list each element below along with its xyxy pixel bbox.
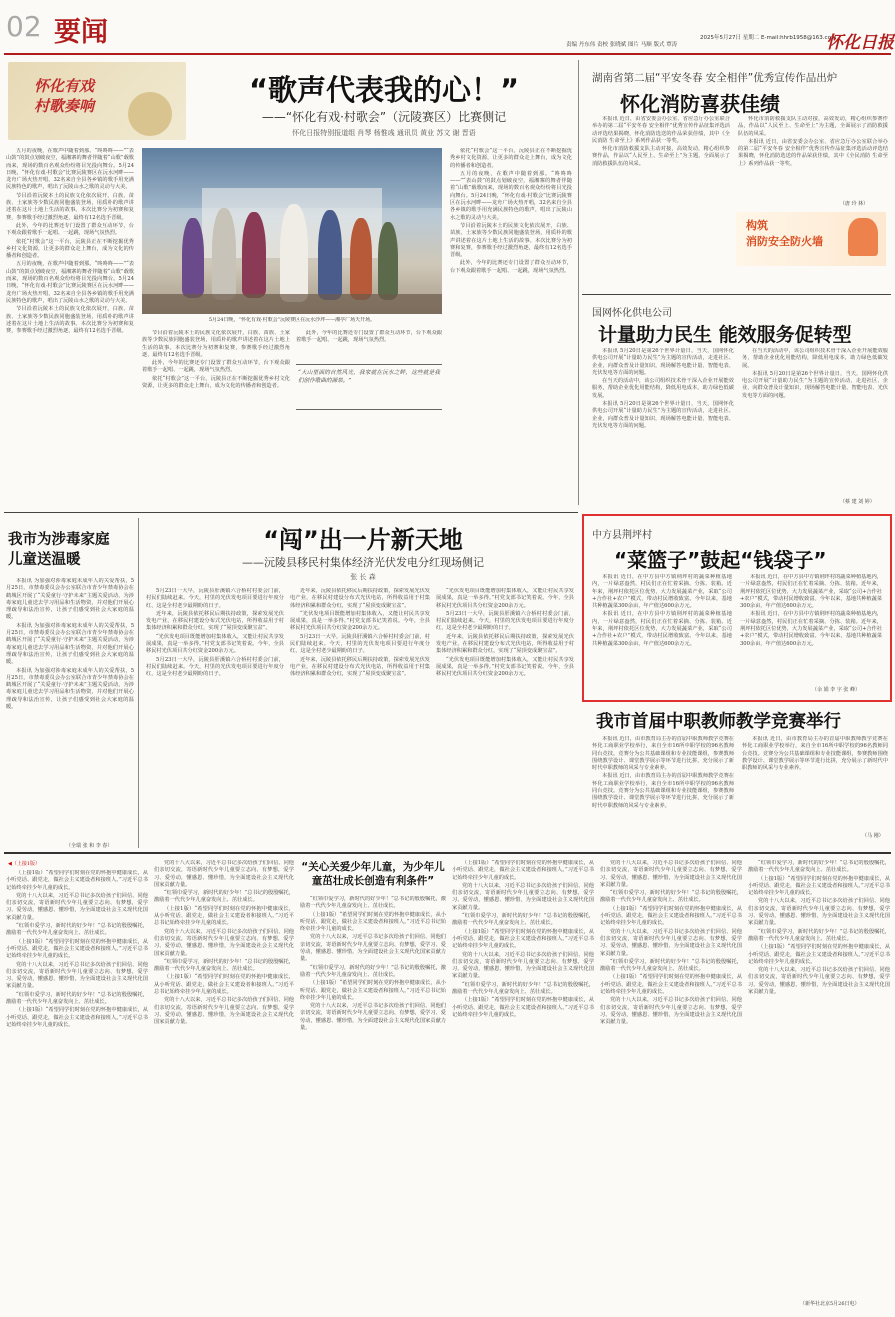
lead-byline: 怀化日报特别报道组 肖琴 杨惟彧 通讯员 黄业 苏文 谢 晋语: [292, 129, 476, 137]
lead-badge-text: 怀化有戏 村歌奏响: [34, 77, 95, 115]
fire-logo-text: 构筑 消防安全防火墙: [746, 219, 823, 248]
lead-col-3: 此外，今年的比赛还专门设置了群众互动环节，台下观众跟着歌手一起唱、一起跳，现场气氛热烈。: [296, 330, 442, 344]
child-body: 本报讯 为加强对涉毒家庭未成年人的关爱帮扶，5月25日，市禁毒委员会办公室联合市青少年禁毒协会在鹤城区开展了“关爱童行·守护未来”主题关爱活动，为涉毒家庭儿童送去学习用品和生活物资，并对他们开展心理疏导和法治宣传，让孩子们感受到社会大家庭的温暖。 本报讯 为加强对涉毒家庭未成年人的关爱帮扶，5月25日，市禁毒委员会办公室联合市青少年禁毒协会在鹤城区开展了“关爱童行·守护未来”主题关爱活动，为涉毒家庭儿童送去学习用品和生活物资，并对他们开展心理疏导和法治宣传，让孩子们感受到社会大家庭的温暖。 本报讯 为加强对涉毒家庭未成年人的关爱帮扶，5月25日，市禁毒委员会办公室联合市青少年禁毒协会在鹤城区开展了“关爱童行·守护未来”主题关爱活动，为涉毒家庭儿童送去学习用品和生活物资，并对他们开展心理疏导和法治宣传，让孩子们感受到社会大家庭的温暖。: [6, 578, 134, 711]
lead-subtitle: ——“怀化有戏·村歌会”（沅陵赛区）比赛侧记: [261, 110, 507, 124]
solar-subtitle: ——沅陵县移民村集体经济光伏发电分红现场侧记: [242, 556, 484, 569]
fire-col-1: 本报讯 近日，由省安委会办公室、省应急厅办公室联合举办的第二届“平安冬春 安全相伴”优秀宣传作品征集评选活动评选结果揭晓，怀化消防选送的作品荣获佳绩，其中《全民消防 生命至上》系列作品获一等奖。 怀化市消防救援支队主动对接，高效发动，精心组织参赛作品，作品以“人民至上、生命至上”为主题，全面展示了消防救援队伍的风采。: [592, 116, 730, 167]
power-source: （蔡 建 刘 婷）: [840, 499, 875, 505]
xi-col-5: 党的十八大以来，习近平总书记多次给孩子们回信、同他们亲切交流，寄语新时代少年儿童要立志向、有梦想，爱学习、爱劳动，懂感恩、懂珍惜，为全面建设社会主义现代化国家贡献力量。 “红领巾爱学习，新时代的好少年！”总书记的殷殷嘱托，激励着一代代少年儿童奋发向上、茁壮成长。 （上接1版）“希望同学们时刻在党的怀抱中健康成长，从小听党话、跟党走，做社会主义建设者和接班人。”习近平总书记始终牵挂少年儿童的成长。 党的十八大以来，习近平总书记多次给孩子们回信、同他们亲切交流，寄语新时代少年儿童要立志向、有梦想，爱学习、爱劳动，懂感恩、懂珍惜，为全面建设社会主义现代化国家贡献力量。 “红领巾爱学习，新时代的好少年！”总书记的殷殷嘱托，激励着一代代少年儿童奋发向上、茁壮成长。 （上接1版）“希望同学们时刻在党的怀抱中健康成长，从小听党话、跟党走，做社会主义建设者和接班人。”习近平总书记始终牵挂少年儿童的成长。 党的十八大以来，习近平总书记多次给孩子们回信、同他们亲切交流，寄语新时代少年儿童要立志向、有梦想，爱学习、爱劳动，懂感恩、懂珍惜，为全面建设社会主义现代化国家贡献力量。: [600, 860, 742, 1026]
lead-quote: “大山里面的自然风光，我家就在沅水之畔，这些就是我们创作歌曲的源泉。”: [298, 370, 440, 384]
lead-photo-caption: 5月24日晚，“怀化有戏·村歌会”沅陵赛区在沅水沙坪——湘亭广场天开场。: [208, 317, 376, 323]
section-name: 要闻: [54, 17, 108, 48]
caidian-col-1: 本报讯 近日，在中方县中方镇荆坪村的蔬菜种植基地内，一片绿意盎然，村民们正在忙着采摘、分拣、装箱。近年来，荆坪村依托区位优势，大力发展蔬菜产业，采取“公司+合作社+农户”模式，带动村民增收致富。今年以来，基地共种植蔬菜300余亩，年产值达600余万元。 本报讯 近日，在中方县中方镇荆坪村的蔬菜种植基地内，一片绿意盎然，村民们正在忙着采摘、分拣、装箱。近年来，荆坪村依托区位优势，大力发展蔬菜产业，采取“公司+合作社+农户”模式，带动村民增收致富。今年以来，基地共种植蔬菜300余亩，年产值达600余万元。: [592, 574, 732, 647]
xi-col-1: （上接1版）“希望同学们时刻在党的怀抱中健康成长，从小听党话、跟党走，做社会主义建设者和接班人。”习近平总书记始终牵挂少年儿童的成长。 党的十八大以来，习近平总书记多次给孩子们回信、同他们亲切交流，寄语新时代少年儿童要立志向、有梦想，爱学习、爱劳动，懂感恩、懂珍惜，为全面建设社会主义现代化国家贡献力量。 “红领巾爱学习，新时代的好少年！”总书记的殷殷嘱托，激励着一代代少年儿童奋发向上、茁壮成长。 （上接1版）“希望同学们时刻在党的怀抱中健康成长，从小听党话、跟党走，做社会主义建设者和接班人。”习近平总书记始终牵挂少年儿童的成长。 党的十八大以来，习近平总书记多次给孩子们回信、同他们亲切交流，寄语新时代少年儿童要立志向、有梦想，爱学习、爱劳动，懂感恩、懂珍惜，为全面建设社会主义现代化国家贡献力量。 “红领巾爱学习，新时代的好少年！”总书记的殷殷嘱托，激励着一代代少年儿童奋发向上、茁壮成长。 （上接1版）“希望同学们时刻在党的怀抱中健康成长，从小听党话、跟党走，做社会主义建设者和接班人。”习近平总书记始终牵挂少年儿童的成长。: [6, 870, 148, 1028]
power-kicker: 国网怀化供电公司: [592, 308, 672, 319]
fire-source: （唐 玲 林）: [840, 201, 869, 207]
caidian-box: [582, 514, 892, 702]
xi-title: “关心关爱少年儿童，为少年儿童茁壮成长创造有利条件”: [301, 861, 445, 887]
child-source: （全瑞 张 和 李 春）: [66, 843, 113, 849]
lead-quote-box: [296, 364, 442, 410]
xi-col-6: “红领巾爱学习，新时代的好少年！”总书记的殷殷嘱托，激励着一代代少年儿童奋发向上、茁壮成长。 （上接1版）“希望同学们时刻在党的怀抱中健康成长，从小听党话、跟党走，做社会主义建设者和接班人。”习近平总书记始终牵挂少年儿童的成长。 党的十八大以来，习近平总书记多次给孩子们回信、同他们亲切交流，寄语新时代少年儿童要立志向、有梦想，爱学习、爱劳动，懂感恩、懂珍惜，为全面建设社会主义现代化国家贡献力量。 “红领巾爱学习，新时代的好少年！”总书记的殷殷嘱托，激励着一代代少年儿童奋发向上、茁壮成长。 （上接1版）“希望同学们时刻在党的怀抱中健康成长，从小听党话、跟党走，做社会主义建设者和接班人。”习近平总书记始终牵挂少年儿童的成长。 党的十八大以来，习近平总书记多次给孩子们回信、同他们亲切交流，寄语新时代少年儿童要立志向、有梦想，爱学习、爱劳动，懂感恩、懂珍惜，为全面建设社会主义现代化国家贡献力量。: [748, 860, 890, 996]
solar-byline: 张 长 森: [350, 573, 376, 581]
lead-col-2: 节目沿着沅陵本土的民族文化依次展开，白族、苗族、土家族等少数民族同胞盛装登场，用质朴的歌声讲述着在这片土地上生活的故事。本次比赛分为初赛和复赛，参赛歌手经过激烈角逐，最终有12名选手晋级。 此外，今年的比赛还专门设置了群众互动环节，台下观众跟着歌手一起唱、一起跳，现场气氛热烈。 依托“村歌会”这一平台，沅陵县正在不断挖掘优秀乡村文化资源，让更多的群众走上舞台，成为文化的传播者和创造者。: [142, 330, 290, 390]
solar-col-3: “光伏发电项目既能增加村集体收入，又能让村民共享发展成果，真是一举多得。”村党支部书记笑着说。今年，全县移民村光伏项目共分红资金200余万元。 5月23日一大早，沅陵县肝溪镇六合桥村村委会门前，村民们陆续赶来。今天，村里的光伏发电项目要进行年度分红，这是全村老少最期盼的日子。 近年来，沅陵县依托移民后期扶持政策，探索发展光伏发电产业，在移民村建设分布式光伏电站，所得收益用于村集体经济积累和群众分红，实现了“屋顶变成聚宝盆”。 “光伏发电项目既能增加村集体收入，又能让村民共享发展成果，真是一举多得。”村党支部书记笑着说。今年，全县移民村光伏项目共分红资金200余万元。: [436, 588, 574, 678]
power-col-2: 在当天的活动中，该公司组织技术骨干深入企业开展能效服务，帮助企业优化用能结构，降低用电成本，助力绿色低碳发展。 本报讯 5月20日是第26个世界计量日，当天，国网怀化供电公司开展“计量助力民生”为主题的宣传活动，走进社区、企业，向群众普及计量知识，现场解答电能计量、智能电表、光伏发电等方面的问题。: [742, 348, 888, 399]
xi-dateline: （新华社北京5月26日电）: [800, 1301, 860, 1307]
lead-title: “歌声代表我的心！”: [248, 73, 520, 107]
xi-col-2: 党的十八大以来，习近平总书记多次给孩子们回信、同他们亲切交流，寄语新时代少年儿童要立志向、有梦想，爱学习、爱劳动，懂感恩、懂珍惜，为全面建设社会主义现代化国家贡献力量。 “红领巾爱学习，新时代的好少年！”总书记的殷殷嘱托，激励着一代代少年儿童奋发向上、茁壮成长。 （上接1版）“希望同学们时刻在党的怀抱中健康成长，从小听党话、跟党走，做社会主义建设者和接班人。”习近平总书记始终牵挂少年儿童的成长。 党的十八大以来，习近平总书记多次给孩子们回信、同他们亲切交流，寄语新时代少年儿童要立志向、有梦想，爱学习、爱劳动，懂感恩、懂珍惜，为全面建设社会主义现代化国家贡献力量。 “红领巾爱学习，新时代的好少年！”总书记的殷殷嘱托，激励着一代代少年儿童奋发向上、茁壮成长。 （上接1版）“希望同学们时刻在党的怀抱中健康成长，从小听党话、跟党走，做社会主义建设者和接班人。”习近平总书记始终牵挂少年儿童的成长。 党的十八大以来，习近平总书记多次给孩子们回信、同他们亲切交流，寄语新时代少年儿童要立志向、有梦想，爱学习、爱劳动，懂感恩、懂珍惜，为全面建设社会主义现代化国家贡献力量。: [154, 860, 294, 1026]
vocational-source: （马 刚）: [862, 833, 884, 839]
caidian-source: （余 娟 李 宇 张 峰）: [812, 687, 860, 693]
vocational-col-1: 本报讯 近日，由市教育局主办的首届中职教师教学竞赛在怀化工商职业学校举行，来自全市16所中职学校的96名教师同台竞技。竞赛分为公共基础课组和专业技能课组，参赛教师围绕教学设计、课堂教学展示等环节进行比拼，充分展示了新时代中职教师的风采与专业素养。 本报讯 近日，由市教育局主办的首届中职教师教学竞赛在怀化工商职业学校举行，来自全市16所中职学校的96名教师同台竞技。竞赛分为公共基础课组和专业技能课组，参赛教师围绕教学设计、课堂教学展示等环节进行比拼，充分展示了新时代中职教师的风采与专业素养。: [592, 736, 734, 809]
solar-title: “闯”出一片新天地: [263, 526, 463, 554]
caidian-col-2: 本报讯 近日，在中方县中方镇荆坪村的蔬菜种植基地内，一片绿意盎然，村民们正在忙着采摘、分拣、装箱。近年来，荆坪村依托区位优势，大力发展蔬菜产业，采取“公司+合作社+农户”模式，带动村民增收致富。今年以来，基地共种植蔬菜300余亩，年产值达600余万元。 本报讯 近日，在中方县中方镇荆坪村的蔬菜种植基地内，一片绿意盎然，村民们正在忙着采摘、分拣、装箱。近年来，荆坪村依托区位优势，大力发展蔬菜产业，采取“公司+合作社+农户”模式，带动村民增收致富。今年以来，基地共种植蔬菜300余亩，年产值达600余万元。: [740, 574, 882, 647]
xi-continue-mark: ◀（上接1版）: [8, 861, 41, 867]
lead-badge: [8, 62, 186, 140]
fire-title: 怀化消防喜获佳绩: [620, 92, 780, 116]
caidian-title: “菜篮子”鼓起“钱袋子”: [614, 548, 827, 572]
vocational-title: 我市首届中职教师教学竞赛举行: [596, 712, 841, 732]
fire-kicker: 湖南省第二届“平安冬春 安全相伴”优秀宣传作品出炉: [592, 72, 838, 84]
solar-col-1: 5月23日一大早，沅陵县肝溪镇六合桥村村委会门前，村民们陆续赶来。今天，村里的光伏发电项目要进行年度分红，这是全村老少最期盼的日子。 近年来，沅陵县依托移民后期扶持政策，探索发展光伏发电产业，在移民村建设分布式光伏电站，所得收益用于村集体经济积累和群众分红，实现了“屋顶变成聚宝盆”。 “光伏发电项目既能增加村集体收入，又能让村民共享发展成果，真是一举多得。”村党支部书记笑着说。今年，全县移民村光伏项目共分红资金200余万元。 5月23日一大早，沅陵县肝溪镇六合桥村村委会门前，村民们陆续赶来。今天，村里的光伏发电项目要进行年度分红，这是全村老少最期盼的日子。: [146, 588, 284, 678]
power-col-1: 本报讯 5月20日是第26个世界计量日，当天，国网怀化供电公司开展“计量助力民生”为主题的宣传活动，走进社区、企业，向群众普及计量知识，现场解答电能计量、智能电表、光伏发电等方面的问题。 在当天的活动中，该公司组织技术骨干深入企业开展能效服务，帮助企业优化用能结构，降低用电成本，助力绿色低碳发展。 本报讯 5月20日是第26个世界计量日，当天，国网怀化供电公司开展“计量助力民生”为主题的宣传活动，走进社区、企业，向群众普及计量知识，现场解答电能计量、智能电表、光伏发电等方面的问题。: [592, 348, 734, 429]
xi-col-3: “红领巾爱学习，新时代的好少年！”总书记的殷殷嘱托，激励着一代代少年儿童奋发向上、茁壮成长。 （上接1版）“希望同学们时刻在党的怀抱中健康成长，从小听党话、跟党走，做社会主义建设者和接班人。”习近平总书记始终牵挂少年儿童的成长。 党的十八大以来，习近平总书记多次给孩子们回信、同他们亲切交流，寄语新时代少年儿童要立志向、有梦想，爱学习、爱劳动，懂感恩、懂珍惜，为全面建设社会主义现代化国家贡献力量。 “红领巾爱学习，新时代的好少年！”总书记的殷殷嘱托，激励着一代代少年儿童奋发向上、茁壮成长。 （上接1版）“希望同学们时刻在党的怀抱中健康成长，从小听党话、跟党走，做社会主义建设者和接班人。”习近平总书记始终牵挂少年儿童的成长。 党的十八大以来，习近平总书记多次给孩子们回信、同他们亲切交流，寄语新时代少年儿童要立志向、有梦想，爱学习、爱劳动，懂感恩、懂珍惜，为全面建设社会主义现代化国家贡献力量。: [300, 896, 446, 1032]
lead-col-4: 依托“村歌会”这一平台，沅陵县正在不断挖掘优秀乡村文化资源，让更多的群众走上舞台，成为文化的传播者和创造者。 五月的夜晚，在歌声中随着到那。“咚咚咚——”“表山鼓”的鼓点划破夜空，福湘寨的舞者伴随着“山歌”载歌而来，现场的数百名观众纷纷将目光投向舞台。5月24日晚，“怀化有戏·村歌会”比赛沅陵赛区在沅水河畔——龙舟广场火热开唱，32名来自全县各乡镇的歌手用充满民族特色的歌声，唱出了沅陵山水之歌的灵动与大美。 节目沿着沅陵本土的民族文化依次展开，白族、苗族、土家族等少数民族同胞盛装登场，用质朴的歌声讲述着在这片土地上生活的故事。本次比赛分为初赛和复赛，参赛歌手经过激烈角逐，最终有12名选手晋级。 此外，今年的比赛还专门设置了群众互动环节，台下观众跟着歌手一起唱、一起跳，现场气氛热烈。: [450, 148, 572, 274]
editor-info: 责编 丹东伟 责校 张晓斌 图片 马顺 版式 覃涛: [566, 42, 678, 48]
masthead-rule: [4, 53, 891, 55]
vocational-col-2: 本报讯 近日，由市教育局主办的首届中职教师教学竞赛在怀化工商职业学校举行，来自全市16所中职学校的96名教师同台竞技。竞赛分为公共基础课组和专业技能课组，参赛教师围绕教学设计、课堂教学展示等环节进行比拼，充分展示了新时代中职教师的风采与专业素养。: [742, 736, 888, 772]
page-number: 02: [6, 10, 42, 43]
fire-col-2: 怀化市消防救援支队主动对接，高效发动，精心组织参赛作品，作品以“人民至上、生命至上”为主题，全面展示了消防救援队伍的风采。 本报讯 近日，由省安委会办公室、省应急厅办公室联合举办的第二届“平安冬春 安全相伴”优秀宣传作品征集评选活动评选结果揭晓，怀化消防选送的作品荣获佳绩，其中《全民消防 生命至上》系列作品获一等奖。: [738, 116, 888, 167]
paper-logo: 怀化日报: [826, 33, 894, 53]
solar-col-2: 近年来，沅陵县依托移民后期扶持政策，探索发展光伏发电产业，在移民村建设分布式光伏电站，所得收益用于村集体经济积累和群众分红，实现了“屋顶变成聚宝盆”。 “光伏发电项目既能增加村集体收入，又能让村民共享发展成果，真是一举多得。”村党支部书记笑着说。今年，全县移民村光伏项目共分红资金200余万元。 5月23日一大早，沅陵县肝溪镇六合桥村村委会门前，村民们陆续赶来。今天，村里的光伏发电项目要进行年度分红，这是全村老少最期盼的日子。 近年来，沅陵县依托移民后期扶持政策，探索发展光伏发电产业，在移民村建设分布式光伏电站，所得收益用于村集体经济积累和群众分红，实现了“屋顶变成聚宝盆”。: [290, 588, 430, 678]
date-info: 2025年5月27日 星期二 E-mail:hhrb1958@163.com: [700, 35, 837, 41]
fire-logo: [736, 212, 886, 266]
power-title: 计量助力民生 能效服务促转型: [598, 324, 852, 346]
xi-col-4: （上接1版）“希望同学们时刻在党的怀抱中健康成长，从小听党话、跟党走，做社会主义建设者和接班人。”习近平总书记始终牵挂少年儿童的成长。 党的十八大以来，习近平总书记多次给孩子们回信、同他们亲切交流，寄语新时代少年儿童要立志向、有梦想，爱学习、爱劳动，懂感恩、懂珍惜，为全面建设社会主义现代化国家贡献力量。 “红领巾爱学习，新时代的好少年！”总书记的殷殷嘱托，激励着一代代少年儿童奋发向上、茁壮成长。 （上接1版）“希望同学们时刻在党的怀抱中健康成长，从小听党话、跟党走，做社会主义建设者和接班人。”习近平总书记始终牵挂少年儿童的成长。 党的十八大以来，习近平总书记多次给孩子们回信、同他们亲切交流，寄语新时代少年儿童要立志向、有梦想，爱学习、爱劳动，懂感恩、懂珍惜，为全面建设社会主义现代化国家贡献力量。 “红领巾爱学习，新时代的好少年！”总书记的殷殷嘱托，激励着一代代少年儿童奋发向上、茁壮成长。 （上接1版）“希望同学们时刻在党的怀抱中健康成长，从小听党话、跟党走，做社会主义建设者和接班人。”习近平总书记始终牵挂少年儿童的成长。: [452, 860, 594, 1018]
lead-col-1: 五月的夜晚，在歌声中随着到那。“咚咚咚——”“表山鼓”的鼓点划破夜空，福湘寨的舞者伴随着“山歌”载歌而来，现场的数百名观众纷纷将目光投向舞台。5月24日晚，“怀化有戏·村歌会”比赛沅陵赛区在沅水河畔——龙舟广场火热开唱，32名来自全县各乡镇的歌手用充满民族特色的歌声，唱出了沅陵山水之歌的灵动与大美。 节目沿着沅陵本土的民族文化依次展开，白族、苗族、土家族等少数民族同胞盛装登场，用质朴的歌声讲述着在这片土地上生活的故事。本次比赛分为初赛和复赛，参赛歌手经过激烈角逐，最终有12名选手晋级。 此外，今年的比赛还专门设置了群众互动环节，台下观众跟着歌手一起唱、一起跳，现场气氛热烈。 依托“村歌会”这一平台，沅陵县正在不断挖掘优秀乡村文化资源，让更多的群众走上舞台，成为文化的传播者和创造者。 五月的夜晚，在歌声中随着到那。“咚咚咚——”“表山鼓”的鼓点划破夜空，福湘寨的舞者伴随着“山歌”载歌而来，现场的数百名观众纷纷将目光投向舞台。5月24日晚，“怀化有戏·村歌会”比赛沅陵赛区在沅水河畔——龙舟广场火热开唱，32名来自全县各乡镇的歌手用充满民族特色的歌声，唱出了沅陵山水之歌的灵动与大美。 节目沿着沅陵本土的民族文化依次展开，白族、苗族、土家族等少数民族同胞盛装登场，用质朴的歌声讲述着在这片土地上生活的故事。本次比赛分为初赛和复赛，参赛歌手经过激烈角逐，最终有12名选手晋级。: [6, 148, 134, 335]
lead-photo: [142, 148, 442, 314]
caidian-kicker: 中方县荆坪村: [592, 530, 652, 541]
child-title: 我市为涉毒家庭 儿童送温暖: [8, 532, 110, 568]
